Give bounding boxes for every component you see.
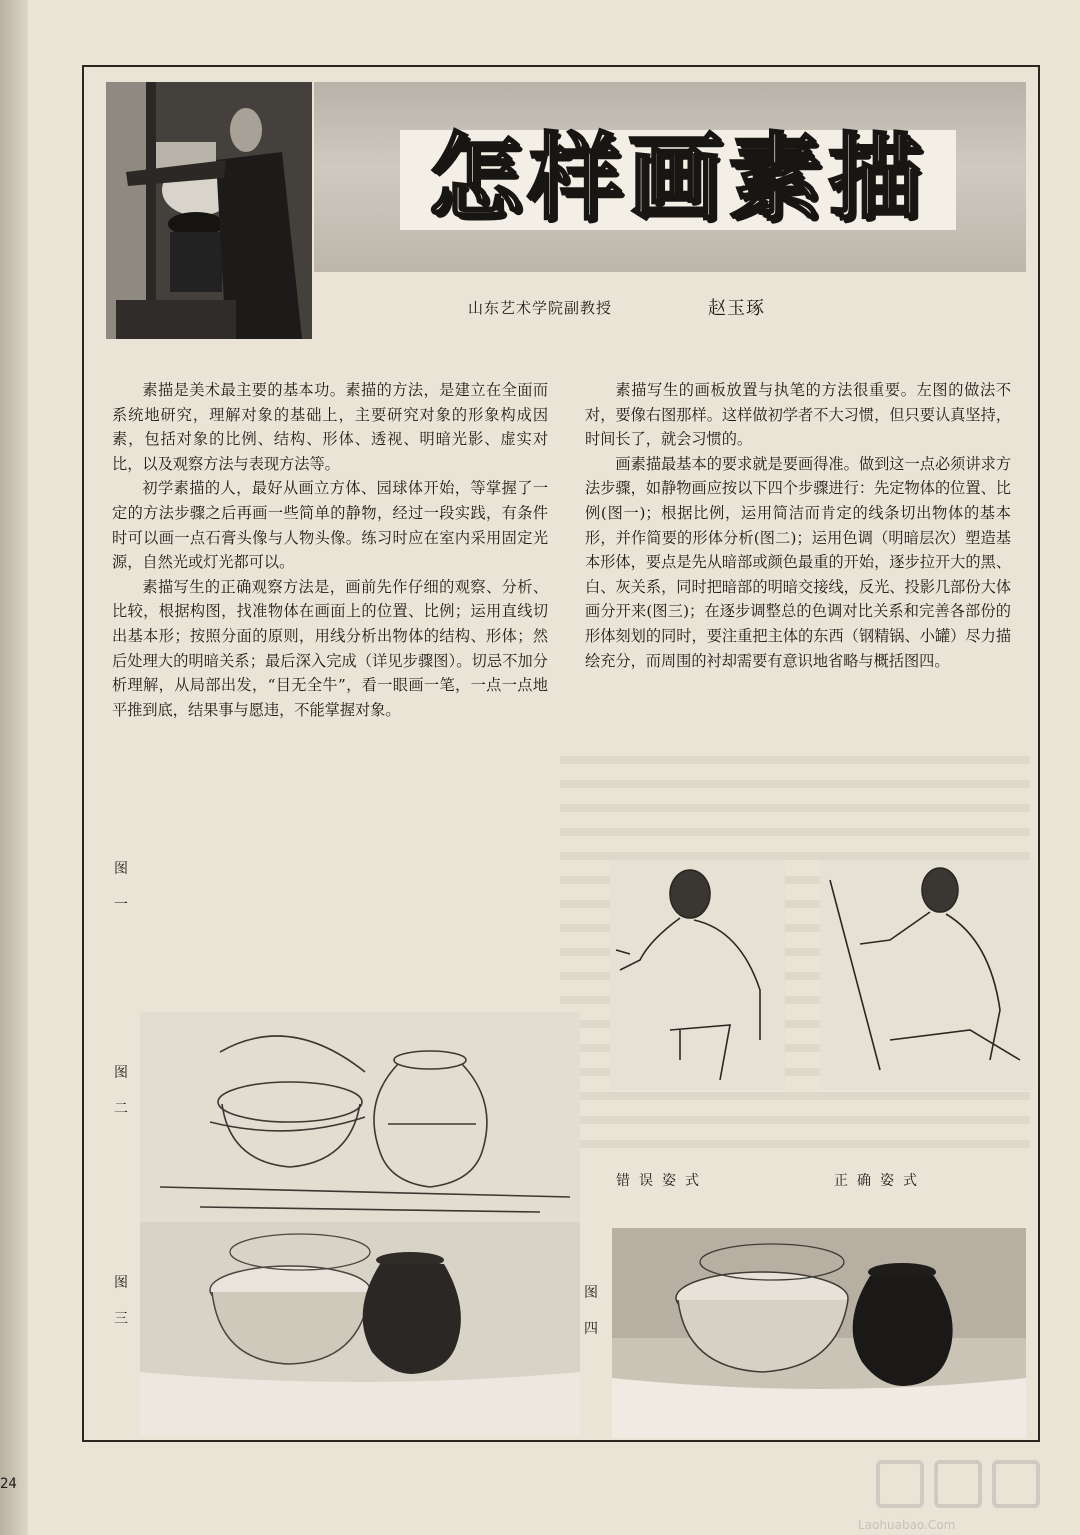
correct-posture-drawing (820, 860, 1035, 1090)
figure-4-sketch (612, 1228, 1026, 1438)
left-column (112, 378, 548, 722)
page-binding-edge (0, 0, 28, 1535)
paragraph: 素描写生的画板放置与执笔的方法很重要。左图的做法不对，要像右图那样。这样做初学者不大习惯，但只要认真坚持，时间长了，就会习惯的。 (585, 381, 1011, 449)
paragraph: 画素描最基本的要求就是要画得准。做到这一点必须讲求方法步骤，如静物画应按以下四个步骤进行：先定物体的位置、比例(图一)；根据比例，运用简洁而肯定的线条切出物体的基本形，并作简要的形体分析(图二)；运用色调（明暗层次）塑造基本形体，要点是先从暗部或颜色最重的开始，逐步拉开大的黑、白、灰关系，同时把暗部的明暗交接线，反光、投影几部份大体画分开来(图三)；在逐步调整总的色调对比关系和完善各部份的形体刻划的同时，要注重把主体的东西（钢精锅、小罐）尽力描绘充分，而周围的衬却需要有意识地省略与概括图四。 (585, 454, 1011, 670)
fig4-label: 图 四 (584, 1285, 598, 1337)
figure-3-sketch (140, 1222, 580, 1436)
wrong-posture-drawing (610, 860, 785, 1090)
author-photo (106, 82, 312, 339)
paragraph: 素描是美术最主要的基本功。素描的方法，是建立在全面而系统地研究，理解对象的基础上，主要研究对象的形象构成因素，包括对象的比例、结构、形体、透视、明暗光影、虚实对比，以及观察方法与表现方法等。 (112, 381, 548, 473)
page-number: 24 (0, 1476, 17, 1492)
watermark-url: Laohuabao.Com (858, 1518, 956, 1532)
fig1-label: 图 一 (114, 861, 128, 913)
right-column (585, 378, 1011, 673)
article-title: 怎样画素描 (427, 123, 928, 233)
fig3-label: 图 三 (114, 1275, 128, 1327)
paragraph: 素描写生的正确观察方法是，画前先作仔细的观察、分析、比较，根据构图，找准物体在画面上的位置、比例；运用直线切出基本形；按照分面的原则，用线分析出物体的结构、形体；然后处理大的明暗关系；最后深入完成（详见步骤图）。切忌不加分析理解，从局部出发，“目无全牛”，看一眼画一笔，一点一点地平推到底，结果事与愿违，不能掌握对象。 (112, 577, 548, 719)
site-watermark-logo (870, 1448, 1050, 1518)
caption-correct-posture: 正确姿式 (834, 1173, 926, 1189)
author-name: 赵玉琢 (708, 298, 765, 319)
caption-wrong-posture: 错误姿式 (616, 1173, 708, 1189)
author-affiliation: 山东艺术学院副教授 (468, 299, 613, 317)
figure-2-sketch (140, 1012, 580, 1222)
fig2-label: 图 二 (114, 1065, 128, 1117)
paragraph: 初学素描的人，最好从画立方体、园球体开始，等掌握了一定的方法步骤之后再画一些简单的静物，经过一段实践，有条件时可以画一点石膏头像与人物头像。练习时应在室内采用固定光源，自然光或灯光都可以。 (112, 479, 548, 572)
